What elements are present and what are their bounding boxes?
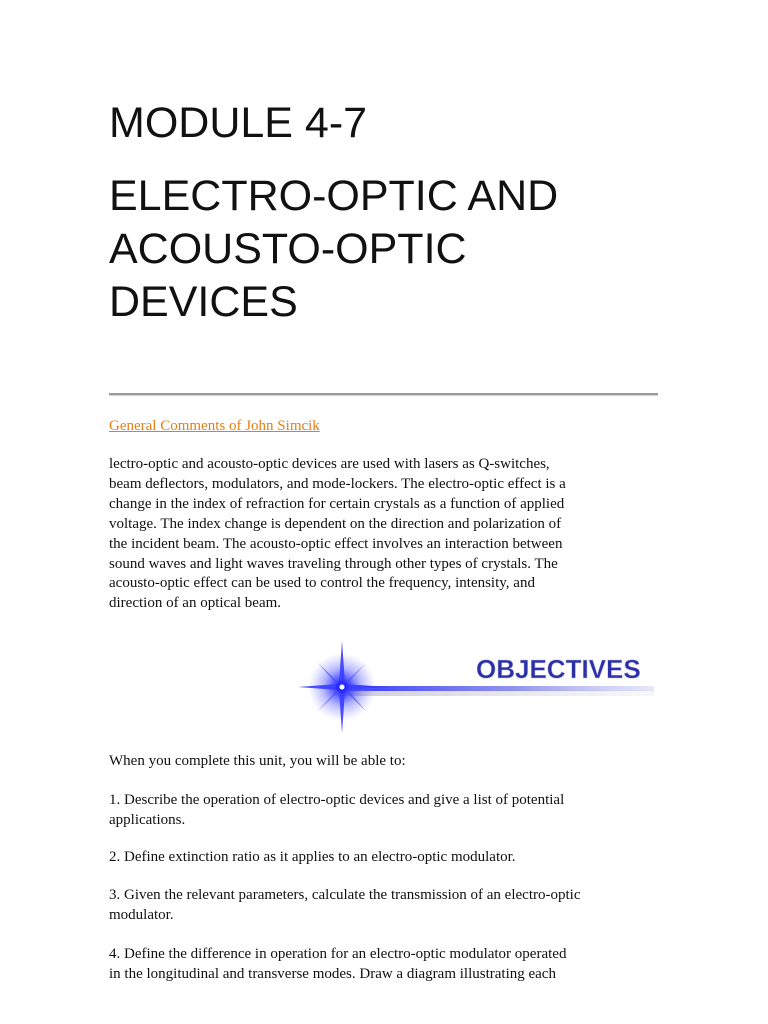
objectives-label: OBJECTIVES [476,654,641,684]
intro-line: acousto-optic effect can be used to control the frequency, intensity, and [109,575,535,592]
lead-in-line: When you complete this unit, you will be able to: [109,753,406,769]
beam [342,686,654,691]
intro-line: direction of an optical beam. [109,595,282,612]
star-burst-icon [298,641,388,733]
heading-line: ELECTRO-OPTIC AND [109,172,559,220]
objective-item-1 [109,791,564,831]
intro-line: the incident beam. The acousto-optic effect involves an interaction between [109,535,563,552]
objective-line: applications. [109,811,186,828]
objective-item-3 [109,886,580,926]
objectives-banner-graphic [296,635,661,735]
objective-item-4 [109,945,566,985]
objective-line: 1. Describe the operation of electro-optic devices and give a list of potential [109,792,565,808]
intro-line: change in the index of refraction for certain crystals as a function of applied [109,495,565,512]
objective-item-2 [109,848,516,868]
horizontal-divider [109,393,658,396]
intro-line: beam deflectors, modulators, and mode-lockers. The electro-optic effect is a [109,475,566,492]
module-title: MODULE 4-7 [109,99,368,147]
objective-line: 2. Define extinction ratio as it applies to an electro-optic modulator. [109,849,516,865]
lead-in-text [109,752,406,772]
objective-line: 4. Define the difference in operation for an electro-optic modulator operated [109,946,567,962]
general-comments-link[interactable]: General Comments of John Simcik [109,418,320,434]
intro-paragraph [109,455,566,614]
heading-line: ACOUSTO-OPTIC [109,225,467,273]
intro-line: voltage. The index change is dependent on the direction and polarization of [109,515,562,532]
objective-line: modulator. [109,906,174,923]
heading-line: DEVICES [109,278,298,326]
intro-line: lectro-optic and acousto-optic devices are used with lasers as Q-switches, [109,456,550,472]
intro-line: sound waves and light waves traveling through other types of crystals. The [109,555,558,572]
objective-line: 3. Given the relevant parameters, calculate the transmission of an electro-optic [109,887,581,903]
document-heading [109,170,558,329]
objectives-banner [296,635,661,735]
objective-line: in the longitudinal and transverse modes. Draw a diagram illustrating each [109,965,556,982]
